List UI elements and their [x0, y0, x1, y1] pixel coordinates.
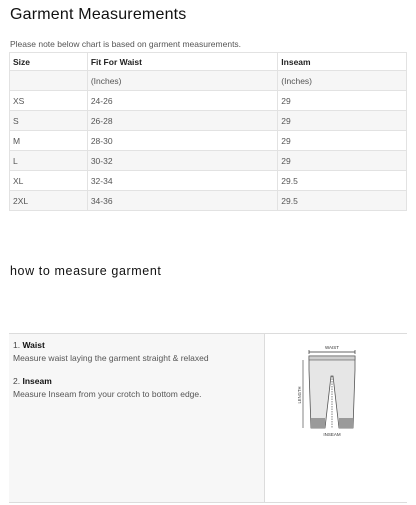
table-row [10, 191, 407, 211]
table-cell: 28-30 [87, 131, 277, 151]
chart-note: Please note below chart is based on garment measurements. [10, 39, 242, 49]
table-row [10, 151, 407, 171]
table-cell: XS [10, 91, 88, 111]
table-cell: 29 [278, 111, 407, 131]
step-number: 2. [13, 376, 21, 386]
step-title: Waist [22, 340, 45, 350]
pants-diagram-icon [297, 340, 377, 440]
waist-label: WAIST [324, 345, 340, 350]
garment-diagram-panel [265, 334, 407, 502]
table-cell: S [10, 111, 88, 131]
step-2 [13, 376, 52, 386]
table-row [10, 171, 407, 191]
table-cell: 29 [278, 151, 407, 171]
table-cell: 34-36 [87, 191, 277, 211]
table-row [10, 71, 407, 91]
table-cell: (Inches) [87, 71, 277, 91]
table-cell: 29.5 [278, 191, 407, 211]
table-cell: 29 [278, 91, 407, 111]
step-description: Measure Inseam from your crotch to bottom edge. [13, 389, 202, 399]
table-cell: M [10, 131, 88, 151]
table-cell: L [10, 151, 88, 171]
table-cell: 24-26 [87, 91, 277, 111]
table-cell: XL [10, 171, 88, 191]
table-cell [10, 71, 88, 91]
step-description: Measure waist laying the garment straight & relaxed [13, 353, 209, 363]
header-waist: Fit For Waist [87, 53, 277, 71]
how-to-measure-heading: how to measure garment [10, 264, 162, 278]
table-row [10, 91, 407, 111]
table-header-row [10, 53, 407, 71]
page-title: Garment Measurements [10, 6, 187, 23]
table-row [10, 111, 407, 131]
table-cell: 30-32 [87, 151, 277, 171]
inseam-label: INSEAM [323, 432, 341, 437]
step-title: Inseam [22, 376, 52, 386]
measure-instructions [9, 334, 265, 502]
table-row [10, 131, 407, 151]
table-cell: 29.5 [278, 171, 407, 191]
length-label: LENGTH [297, 386, 302, 404]
table-cell: 32-34 [87, 171, 277, 191]
table-cell: 26-28 [87, 111, 277, 131]
step-number: 1. [13, 340, 21, 350]
table-cell: 2XL [10, 191, 88, 211]
header-size: Size [10, 53, 88, 71]
table-cell: 29 [278, 131, 407, 151]
measure-guide [9, 333, 407, 503]
header-inseam: Inseam [278, 53, 407, 71]
size-chart-table [9, 52, 407, 211]
step-1 [13, 340, 45, 350]
table-cell: (Inches) [278, 71, 407, 91]
